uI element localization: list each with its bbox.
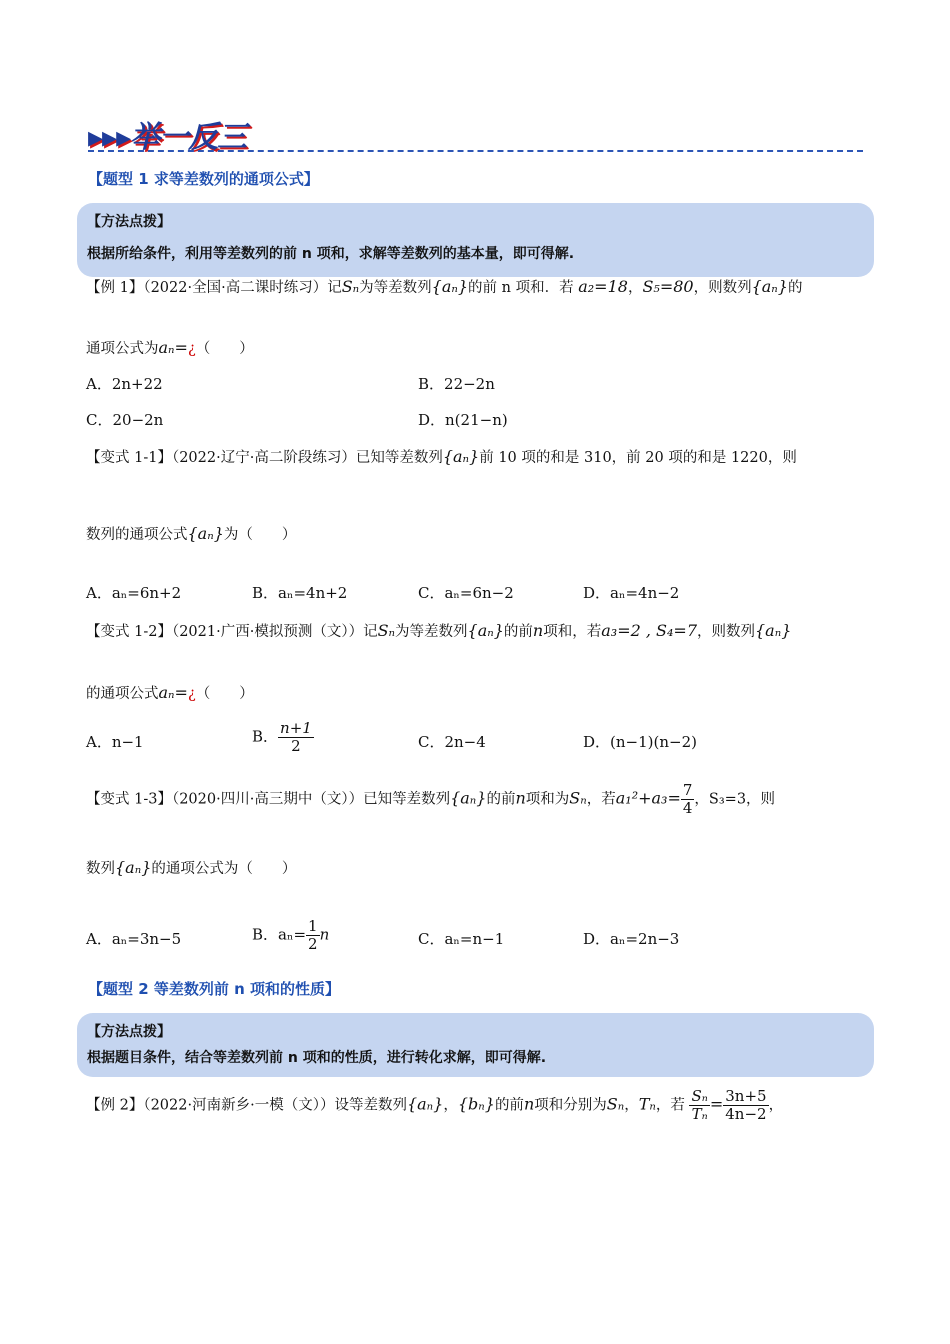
v13-option-d[interactable]: D．aₙ=2n−3 [583,930,680,948]
method-text: 根据所给条件，利用等差数列的前 n 项和，求解等差数列的基本量，即可得解. [87,246,575,262]
v11-line1: 【变式 1-1】（2022·辽宁·高二阶段练习）已知等差数列 [86,450,443,466]
v11-option-d[interactable]: D．aₙ=4n−2 [583,584,680,602]
v12-optb-den: 2 [291,737,301,755]
v12-optb-num: n+1 [280,719,312,737]
v12-line1: 【变式 1-2】（2021·广西·模拟预测（文））记 [86,624,378,640]
v12-eq: aₙ= [158,683,188,702]
example-2-line1 [86,1088,783,1123]
v13-option-a[interactable]: A．aₙ=3n−5 [86,930,182,948]
ex2-rhs-den: 4n−2 [725,1105,767,1123]
v12-blank: （ ） [195,686,254,702]
header-divider [88,150,863,152]
method-title: 【方法点拨】 [87,214,171,230]
v12-mid1: 为等差数列 [395,624,468,640]
section-header: ▸▸▸举一反三 [88,120,247,155]
v13-option-c[interactable]: C．aₙ=n−1 [418,930,505,948]
ex1-eq: aₙ= [158,338,188,357]
v11-an: {aₙ} [442,447,480,466]
ex2-lhs-den: Tₙ [691,1105,708,1123]
v12-cond: a₃=2 , S₄=7 [601,621,697,640]
v12-mid3: 项和，若 [543,624,602,640]
v12-optb-fraction [278,720,314,755]
example-1-line1 [86,276,802,297]
v13-an: {aₙ} [450,788,487,808]
ex2-lhs-num: Sₙ [691,1087,708,1105]
v12-glyph: ¿ [187,686,196,702]
v11-option-a[interactable]: A．aₙ=6n+2 [86,584,182,602]
v13-optb-num: 1 [308,917,318,935]
v13-mid3: ，若 [586,791,616,808]
v12-an: {aₙ} [467,621,504,640]
ex2-an: {aₙ} [406,1094,444,1114]
ex1-glyph: ¿ [187,341,196,357]
v13-fraction [681,782,695,817]
v13-option-b[interactable] [252,918,329,953]
v12-n: n [532,621,544,640]
ex1-tail: 的 [787,280,803,296]
v11-line1b: 前 10 项的和是 310，前 20 项的和是 1220，则 [479,450,797,466]
ex1-an: {aₙ} [431,277,469,296]
v12-option-d[interactable]: D．(n−1)(n−2) [583,733,697,751]
ex1-blank: （ ） [195,341,254,357]
v13-line2a: 数列 [86,861,115,877]
v12-option-b[interactable] [252,720,314,755]
ex2-mid2: 项和分别为 [534,1097,607,1114]
ex1-option-d[interactable]: D．n(21−n) [418,411,508,429]
v13-cond-a: a₁²+a₃= [615,788,681,808]
variant-1-1-line2 [86,523,296,544]
v13-an-2: {aₙ} [115,858,152,877]
v11-an-2: {aₙ} [187,524,224,543]
variant-1-1-line1 [86,446,797,467]
ex1-cond2: S₅=80 [642,277,694,296]
v12-line2: 的通项公式 [86,686,159,702]
ex1-sn: Sₙ [341,277,360,296]
ex2-mid1: 的前 [494,1097,524,1114]
ex2-sep: ， [443,1097,458,1114]
v13-optb-den: 2 [308,935,318,953]
ex2-rhs-num: 3n+5 [725,1087,767,1105]
variant-1-3-line1 [86,782,775,817]
method-text-2: 根据题目条件，结合等差数列前 n 项和的性质，进行转化求解，即可得解. [87,1050,547,1066]
variant-1-3-line2 [86,857,296,878]
topic-1-title: 【题型 1 求等差数列的通项公式】 [88,170,319,188]
ex1-option-c[interactable]: C．20−2n [86,411,164,429]
v13-sn: Sₙ [569,788,587,808]
v11-option-c[interactable]: C．aₙ=6n−2 [418,584,514,602]
ex2-t: Tₙ [638,1094,656,1114]
v12-mid2: 的前 [503,624,533,640]
ex1-line2: 通项公式为 [86,341,159,357]
v13-n: n [515,788,526,808]
ex2-tail: ， [768,1097,784,1114]
v13-line1: 【变式 1-3】（2020·四川·高三期中（文））已知等差数列 [86,791,451,808]
v13-frac-den: 4 [682,799,693,817]
method-box-1 [77,203,874,277]
ex2-n: n [523,1094,535,1114]
ex1-sep: ， [627,280,643,296]
ex2-sep-2: ， [624,1097,639,1114]
ex1-option-a[interactable]: A．2n+22 [86,375,163,393]
v11-line2a: 数列的通项公式 [86,527,188,543]
ex2-bn: {bₙ} [457,1094,495,1114]
ex2-prefix: 【例 2】（2022·河南新乡·一模（文））设等差数列 [86,1097,407,1114]
ex1-mid2: 的前 n 项和．若 [468,280,574,296]
v13-optb-label: B．aₙ= [252,925,307,944]
v13-optb-tail: n [319,925,330,944]
v13-optb-fraction [306,918,320,953]
ex2-lhs-fraction [689,1088,709,1123]
topic-2-title: 【题型 2 等差数列前 n 项和的性质】 [88,980,341,998]
v11-option-b[interactable]: B．aₙ=4n+2 [252,584,348,602]
v12-optb-label: B． [252,727,279,746]
ex1-prefix: 【例 1】（2022·全国·高二课时练习）记 [86,280,342,296]
example-1-line2 [86,337,254,358]
v13-cond-b: ，S₃=3，则 [694,791,776,808]
v13-mid2: 项和为 [525,791,570,808]
v12-mid4: ，则数列 [697,624,755,640]
ex1-an-2: {aₙ} [751,277,788,296]
variant-1-2-line2 [86,682,254,703]
ex1-mid3: ，则数列 [693,280,752,296]
method-box-2 [77,1013,874,1077]
ex2-mid3: ，若 [655,1097,685,1114]
ex1-option-b[interactable]: B．22−2n [418,375,495,393]
ex2-rhs-fraction [723,1088,768,1123]
ex1-cond1: a₂=18 [578,277,628,296]
v12-sn: Sₙ [377,621,396,640]
v12-option-c[interactable]: C．2n−4 [418,733,486,751]
v13-mid1: 的前 [486,791,516,808]
v13-frac-num: 7 [682,781,693,799]
v12-an-2: {aₙ} [755,621,792,640]
ex2-s: Sₙ [606,1094,625,1114]
v13-line2b: 的通项公式为（ ） [151,861,297,877]
v11-line2b: 为（ ） [223,527,297,543]
ex1-mid1: 为等差数列 [359,280,432,296]
v12-option-a[interactable]: A．n−1 [86,733,144,751]
variant-1-2-line1 [86,620,791,641]
method-title-2: 【方法点拨】 [87,1024,171,1040]
ex2-eq: = [709,1094,724,1114]
